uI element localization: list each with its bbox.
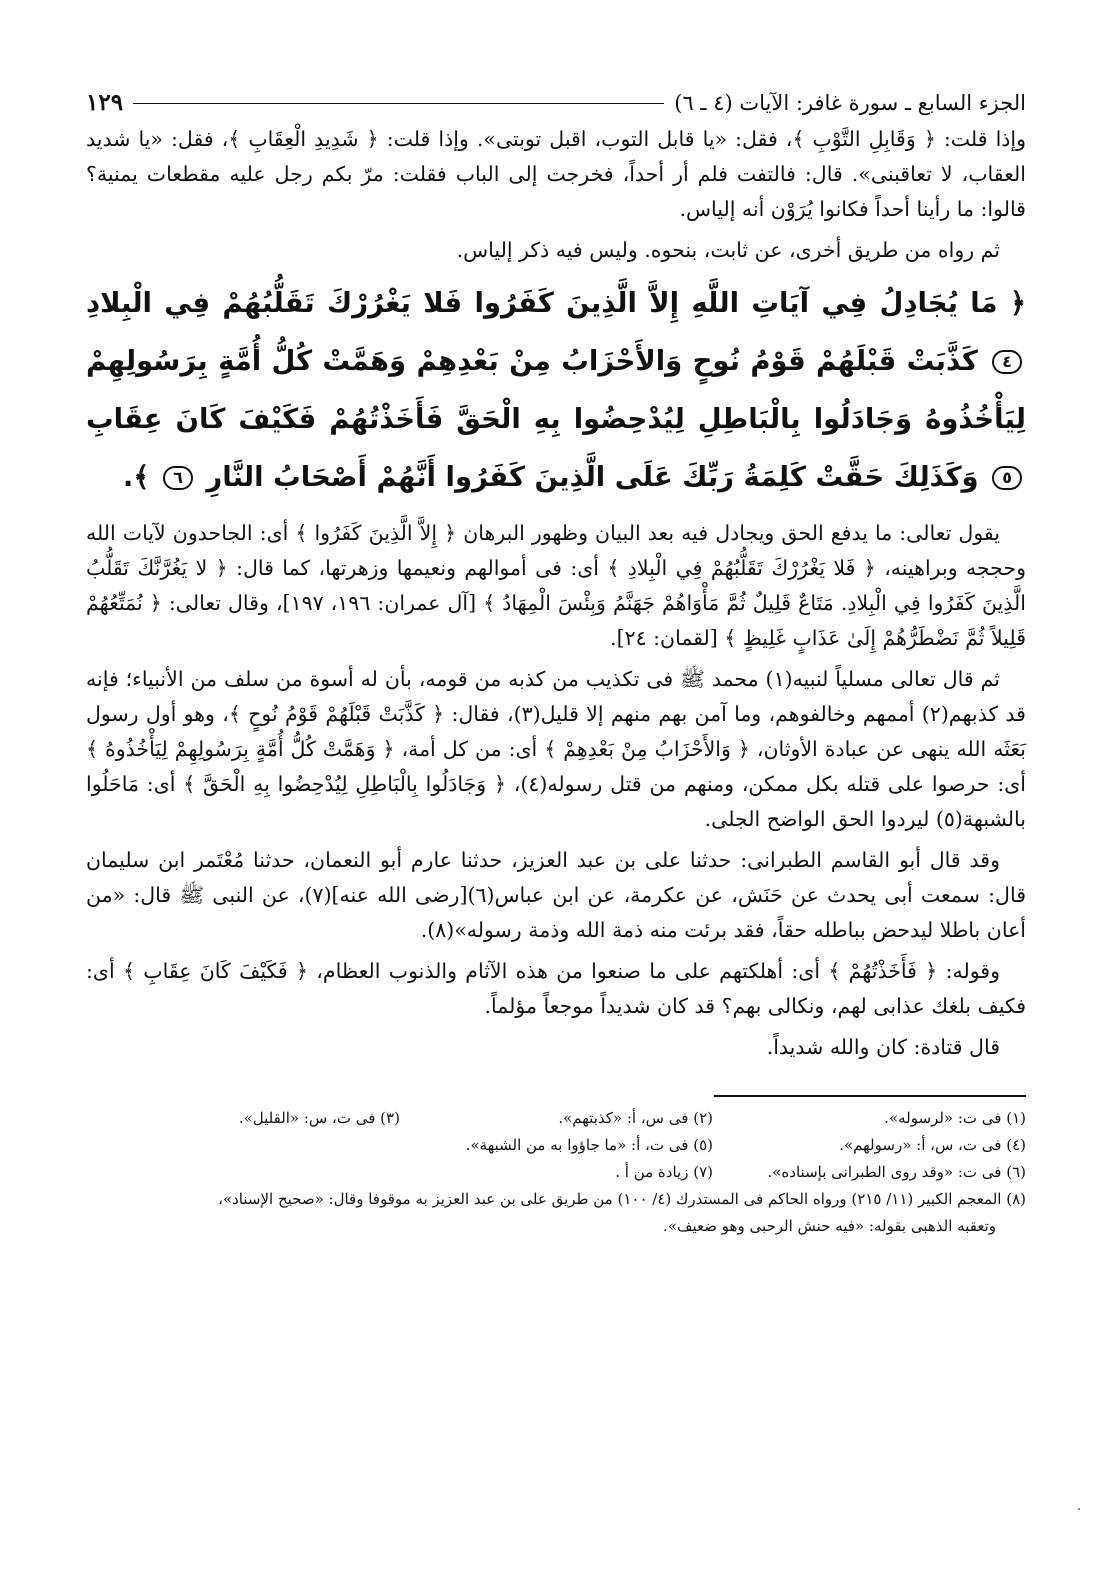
intro-paragraph: وإذا قلت: ﴿ وَقَابِلِ التَّوْبِ ﴾، فقل: «يا قابل التوب، اقبل توبتى». وإذا قلت: ﴿ شَدِيدِ الْعِقَابِ ﴾، فقل: «يا شديد العقاب، لا تعاقبنى». قال: فالتفت فلم أر أحداً، فخرجت إلى الباب فقلت: مرّ بكم رجل عليه مقطعات يمنية؟ قالوا: ما رأينا أحداً فكانوا يُرَوْن أنه إلياس. [86,127,1026,221]
scan-speck [1078,1508,1080,1510]
footnote: (٤) فى ت، س، أ: «رسولهم». [839,1136,1026,1154]
ornate-bracket-open: ﴿ [1009,287,1027,319]
footnote: (٧) زيادة من أ . [615,1163,713,1181]
verse-text: وَكَذَلِكَ حَقَّتْ كَلِمَةُ رَبِّكَ عَلَى الَّذِينَ كَفَرُوا أَنَّهُمْ أَصْحَابُ النَّارِ [206,461,979,493]
footnote-empty [87,1132,400,1159]
footnote-row [86,1159,1026,1186]
tafsir-paragraph: قال قتادة: كان والله شديداً. [766,1035,1000,1059]
tafsir-paragraph: ثم قال تعالى مسلياً لنبيه(١) محمد ﷺ فى تكذيب من كذبه من قومه، بأن له أسوة من سلف من الأنبياء؛ فإنه قد كذبهم(٢) أممهم وخالفوهم، وما آمن بهم منهم إلا قليل(٣)، فقال: ﴿ كَذَّبَتْ قَبْلَهُمْ قَوْمُ نُوحٍ ﴾، وهو أول رسول بَعَثَه الله ينهى عن عبادة الأوثان، ﴿ وَالأَحْزَابُ مِنْ بَعْدِهِمْ ﴾ أى: من كل أمة، ﴿ وَهَمَّتْ كُلُّ أُمَّةٍ بِرَسُولِهِمْ لِيَأْخُذُوهُ ﴾ أى: حرصوا على قتله بكل ممكن، ومنهم من قتل رسوله(٤)، ﴿ وَجَادَلُوا بِالْبَاطِلِ لِيُدْحِضُوا بِهِ الْحَقَّ ﴾ أى: مَاحَلُوا بالشبهة(٥) ليردوا الحق الواضح الجلى. [86,667,1026,831]
running-title: الجزء السابع ـ سورة غافر: الآيات (٤ ـ ٦) [674,91,1026,115]
tafsir-paragraph: وقد قال أبو القاسم الطبرانى: حدثنا على بن عبد العزيز، حدثنا عارم أبو النعمان، حدثنا مُعْتَمر ابن سليمان قال: سمعت أبى يحدث عن حَنَش، عن عكرمة، عن ابن عباس(٦)[رضى الله عنه](٧)، عن النبى ﷺ قال: «من أعان باطلا ليدحض بباطله حقاً، فقد برئت منه ذمة الله وذمة رسوله»(٨). [86,848,1026,942]
footnote: (٣) فى ت، س: «القليل». [238,1109,400,1127]
footnote-long: (٨) المعجم الكبير (١١/ ٢١٥) ورواه الحاكم فى المستدرك (٤/ ١٠٠) من طريق على بن عبد العزيز به موقوفا وقال: «صحيح الإسناد»، [218,1190,1026,1208]
page-header [86,88,1026,118]
footnote-separator [714,1095,1026,1097]
footnote: (٦) فى ت: «وقد روى الطبرانى بإسناده». [767,1163,1026,1181]
verse-end-period: . [122,461,134,493]
aya-number-marker: ٤ [992,350,1022,374]
footnote: (٥) فى ت، أ: «ما جاؤوا به من الشبهة». [465,1136,713,1154]
ornate-bracket-close: ﴾ [133,461,150,493]
intro-paragraph: ثم رواه من طريق أخرى، عن ثابت، بنحوه. وليس فيه ذكر إلياس. [456,238,1000,262]
footnote-empty [87,1159,400,1186]
footnote-row [86,1132,1026,1159]
footnote: (٢) فى س، أ: «كذبتهم». [558,1109,713,1127]
aya-number-marker: ٦ [163,466,193,490]
page-number: ١٢٩ [86,89,124,116]
tafsir-paragraph: يقول تعالى: ما يدفع الحق ويجادل فيه بعد البيان وظهور البرهان ﴿ إِلاَّ الَّذِينَ كَفَرُوا ﴾ أى: الجاحدون لآيات الله وحججه وبراهينه، ﴿ فَلا يَغْرُرْكَ تَقَلُّبُهُمْ فِي الْبِلادِ ﴾ أى: فى أموالهم ونعيمها وزهرتها، كما قال: ﴿ لا يَغُرَّنَّكَ تَقَلُّبُ الَّذِينَ كَفَرُوا فِي الْبِلادِ. مَتَاعٌ قَلِيلٌ ثُمَّ مَأْوَاهُمْ جَهَنَّمُ وَبِئْسَ الْمِهَادُ ﴾ [آل عمران: ١٩٦، ١٩٧]، وقال تعالى: ﴿ نُمَتِّعُهُمْ قَلِيلاً ثُمَّ نَضْطَرُّهُمْ إِلَىٰ عَذَابٍ غَلِيظٍ ﴾ [لقمان: ٢٤]. [86,521,1026,650]
aya-number-marker: ٥ [992,466,1022,490]
quran-verse-block [86,274,1026,506]
verse-text: كَذَّبَتْ قَبْلَهُمْ قَوْمُ نُوحٍ وَالأَحْزَابُ مِنْ بَعْدِهِمْ وَهَمَّتْ كُلُّ أُمَّةٍ بِرَسُولِهِمْ لِيَأْخُذُوهُ وَجَادَلُوا بِالْبَاطِلِ لِيُدْحِضُوا بِهِ الْحَقَّ فَأَخَذْتُهُمْ فَكَيْفَ كَانَ عِقَابِ [86,345,1026,435]
tafsir-paragraph: وقوله: ﴿ فَأَخَذْتُهُمْ ﴾ أى: أهلكتهم على ما صنعوا من هذه الآثام والذنوب العظام، ﴿ فَكَيْفَ كَانَ عِقَابِ ﴾ أى: فكيف بلغك عذابى لهم، ونكالى بهم؟ قد كان شديداً موجعاً مؤلماً. [86,959,1026,1018]
verse-text: مَا يُجَادِلُ فِي آيَاتِ اللَّهِ إِلاَّ الَّذِينَ كَفَرُوا فَلا يَغْرُرْكَ تَقَلُّبُهُمْ فِي الْبِلادِ [86,287,998,319]
footnote-row [86,1105,1026,1132]
header-rule [133,103,664,104]
footnote-long-continuation: وتعقبه الذهبى بقوله: «فيه حنش الرحبى وهو ضعيف». [663,1217,996,1235]
footnote: (١) فى ت: «لرسوله». [884,1109,1026,1127]
